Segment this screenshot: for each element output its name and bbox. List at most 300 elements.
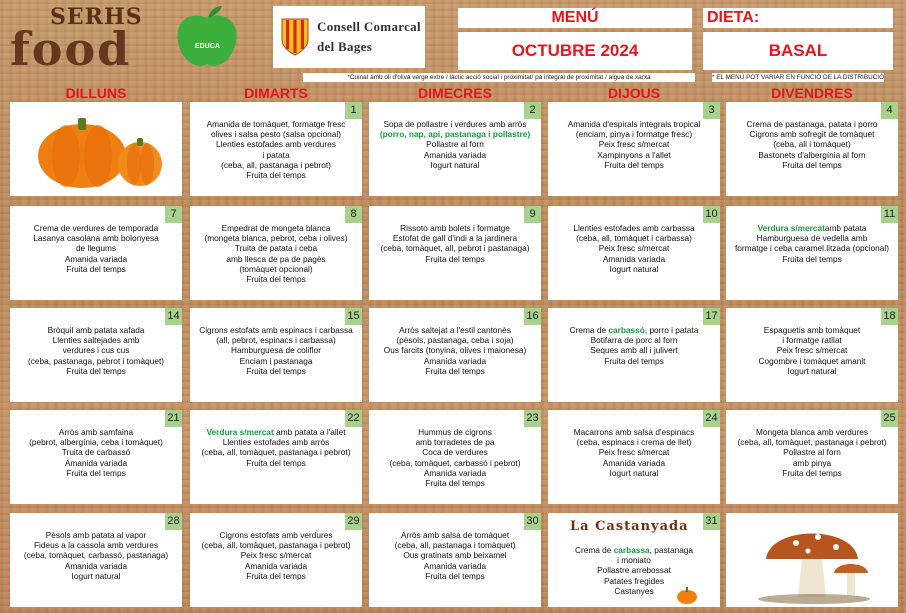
menu-line-text: Lasanya casolana amb bolonyesa bbox=[33, 233, 159, 244]
day-number: 25 bbox=[881, 410, 898, 427]
menu-line-text: (ceba, all, pastanaga i tomàquet) bbox=[394, 540, 516, 551]
day-cell bbox=[190, 513, 362, 607]
menu-line bbox=[192, 160, 360, 170]
menu-line-text: (ceba, all, tomàquet, pastanaga i pebrot) bbox=[201, 540, 351, 551]
menu-line bbox=[728, 325, 896, 335]
menu-line bbox=[371, 356, 539, 366]
menu-line-text: Iogurt natural bbox=[609, 263, 659, 274]
menu-line-text: Amanida variada bbox=[423, 149, 487, 160]
menu-line bbox=[728, 468, 896, 478]
menu-line-text: Amanida variada bbox=[64, 457, 128, 468]
menu-line-text: Fruita del temps bbox=[425, 570, 485, 581]
day-cell bbox=[10, 206, 182, 300]
day-number: 14 bbox=[165, 308, 182, 325]
menu-line-text: Iogurt natural bbox=[71, 570, 121, 581]
menu-line-text: Fruita del temps bbox=[604, 159, 664, 170]
menu-line-text: Amanida de tomàquet, formatge fresc bbox=[206, 119, 346, 129]
menu-line bbox=[192, 223, 360, 233]
castanyada-title: La Castanyada bbox=[570, 519, 689, 534]
menu-line-text: Amanida variada bbox=[602, 253, 666, 264]
menu-line-text: (ceba, all, tomàquet, pastanaga i pebrot) bbox=[737, 437, 887, 448]
day-number: 17 bbox=[703, 308, 720, 325]
menu-line-text: Ous farcits (tonyina, olives i maionesa) bbox=[383, 345, 527, 356]
menu-line bbox=[371, 458, 539, 468]
menu-line bbox=[550, 555, 718, 565]
menu-line-text: Truita de carbassó bbox=[61, 447, 131, 458]
distribution-note: * EL MENÚ POT VARIAR EN FUNCIÓ DE LA DISTRIBUCIÓ bbox=[712, 74, 884, 81]
menu-line-text: Hamburguesa de vedella amb bbox=[756, 233, 868, 244]
menu-line-text: Hamburguesa de coliflor bbox=[231, 345, 321, 356]
educa-label: EDUCA bbox=[195, 43, 220, 50]
menu-line bbox=[728, 254, 896, 264]
menu-line-text: (ceba, all, pastanaga i pebrot) bbox=[221, 159, 331, 170]
menu-line-text: , pastanaga bbox=[649, 545, 694, 555]
diet-value: BASAL bbox=[703, 32, 893, 70]
menu-line-text: Enciam i pastanaga bbox=[239, 355, 313, 366]
menu-line bbox=[550, 458, 718, 468]
menu-line-text: Arròs amb samfaina bbox=[58, 427, 134, 437]
day-number: 9 bbox=[524, 206, 541, 223]
menu-text bbox=[550, 427, 718, 478]
day-number: 28 bbox=[165, 513, 182, 530]
menu-line bbox=[728, 233, 896, 243]
menu-line-text: Hummus de cigrons bbox=[418, 427, 492, 437]
menu-line bbox=[192, 335, 360, 345]
menu-line bbox=[371, 254, 539, 264]
menu-line-text: Amanida variada bbox=[602, 457, 666, 468]
menu-line-text: Ous gratinats amb beixamel bbox=[403, 550, 507, 561]
menu-line-text: amb patata bbox=[824, 223, 867, 233]
pumpkin-illustration-icon bbox=[10, 102, 182, 196]
menu-line-text: (ceba, pastanaga, pebrot i tomàquet) bbox=[27, 355, 165, 366]
menu-line-text: verdures i cus cus bbox=[62, 345, 130, 356]
menu-line bbox=[12, 540, 180, 550]
menu-line bbox=[12, 356, 180, 366]
day-cell bbox=[369, 102, 541, 196]
menu-line bbox=[371, 530, 539, 540]
menu-line bbox=[12, 458, 180, 468]
menu-line-text: (enciam, pinya i formatge fresc) bbox=[575, 129, 693, 140]
menu-line-text: Fideus a la cassola amb verdures bbox=[33, 540, 159, 551]
menu-line bbox=[371, 150, 539, 160]
menu-line bbox=[728, 437, 896, 447]
menu-text bbox=[192, 325, 360, 376]
day-number: 7 bbox=[165, 206, 182, 223]
food-text: food bbox=[10, 22, 132, 76]
menu-line-text: Empedrat de mongeta blanca bbox=[221, 223, 331, 233]
menu-line-text: Peix fresc s/mercat bbox=[598, 243, 670, 254]
menu-line bbox=[192, 325, 360, 335]
menu-line bbox=[192, 129, 360, 139]
menu-line-text: (ceba, all i tomàquet) bbox=[773, 139, 851, 150]
menu-line bbox=[371, 550, 539, 560]
menu-line bbox=[12, 254, 180, 264]
day-cell bbox=[10, 308, 182, 402]
menu-line bbox=[192, 437, 360, 447]
menu-line bbox=[371, 345, 539, 355]
menu-line bbox=[728, 458, 896, 468]
menu-line bbox=[192, 119, 360, 129]
menu-line-text: Peix fresc s/mercat bbox=[598, 139, 670, 150]
menu-line-text: Llenties estofades amb carbassa bbox=[573, 223, 695, 233]
menu-line-text: Cigrons estofats amb espinacs i carbassa bbox=[199, 325, 353, 335]
day-number: 2 bbox=[524, 102, 541, 119]
menu-line-text: Amanida variada bbox=[423, 467, 487, 478]
menu-line bbox=[192, 264, 360, 274]
menu-line-text: Iogurt natural bbox=[430, 159, 480, 170]
day-number: 15 bbox=[345, 308, 362, 325]
menu-line bbox=[550, 335, 718, 345]
menu-line-text: (tomàquet opcional) bbox=[239, 263, 313, 274]
menu-line bbox=[192, 530, 360, 540]
menu-line bbox=[192, 243, 360, 253]
month-title: OCTUBRE 2024 bbox=[458, 32, 692, 70]
menu-line bbox=[550, 129, 718, 139]
menu-line-text: Fruita del temps bbox=[66, 263, 126, 274]
menu-line bbox=[371, 325, 539, 335]
menu-line bbox=[371, 561, 539, 571]
menu-line-text: Xampinyons a l'allet bbox=[597, 149, 671, 160]
menu-line bbox=[192, 447, 360, 457]
menu-line-text: Crema de verdures de temporada bbox=[33, 223, 159, 233]
menu-line-text: i moniato bbox=[617, 555, 651, 566]
menu-line bbox=[550, 325, 718, 335]
day-cell bbox=[369, 513, 541, 607]
menu-line bbox=[728, 335, 896, 345]
menu-line bbox=[728, 119, 896, 129]
day-cell bbox=[190, 308, 362, 402]
day-number: 10 bbox=[703, 206, 720, 223]
menu-line-text: Fruita del temps bbox=[66, 365, 126, 376]
day-number: 31 bbox=[703, 513, 720, 530]
menu-text bbox=[550, 545, 718, 596]
menu-line bbox=[192, 170, 360, 180]
highlighted-ingredient: Verdura s/mercat bbox=[757, 223, 825, 233]
menu-line-text: Fruita del temps bbox=[246, 365, 306, 376]
menu-line-text: (all, pebrot, espinacs i carbassa) bbox=[216, 335, 336, 346]
menu-line-text: Amanida variada bbox=[423, 355, 487, 366]
menu-line-text: Fruita del temps bbox=[782, 159, 842, 170]
day-number: 11 bbox=[881, 206, 898, 223]
menu-line bbox=[550, 447, 718, 457]
day-number: 29 bbox=[345, 513, 362, 530]
menu-line-text: Peix fresc s/mercat bbox=[240, 550, 312, 561]
highlighted-ingredient: carbassó bbox=[608, 325, 645, 335]
menu-line-text: Pollastre al forn bbox=[783, 447, 841, 458]
day-header-monday: DILLUNS bbox=[65, 85, 127, 101]
menu-line-text: Iogurt natural bbox=[787, 365, 837, 376]
menu-line bbox=[12, 427, 180, 437]
menu-text bbox=[192, 119, 360, 180]
menu-line-text: Arròs amb salsa de tomàquet bbox=[400, 530, 510, 540]
menu-line bbox=[192, 274, 360, 284]
day-cell bbox=[190, 206, 362, 300]
menu-line-text: Fruita del temps bbox=[604, 355, 664, 366]
menu-line-text: de llegums bbox=[75, 243, 117, 254]
day-cell bbox=[726, 308, 898, 402]
highlighted-ingredient: carbassa bbox=[613, 545, 650, 555]
day-header-wednesday: DIMECRES bbox=[418, 85, 492, 101]
menu-line-text: Fruita del temps bbox=[246, 457, 306, 468]
menu-line bbox=[371, 427, 539, 437]
menu-line bbox=[550, 139, 718, 149]
highlighted-ingredient: Verdura s/mercat bbox=[206, 427, 274, 437]
menu-label: MENÚ bbox=[458, 8, 692, 28]
day-number: 16 bbox=[524, 308, 541, 325]
menu-line-text: Espaguetis amb tomàquet bbox=[763, 325, 861, 335]
menu-line bbox=[550, 437, 718, 447]
menu-line-text: Amanida variada bbox=[244, 560, 308, 571]
menu-line-text: Llenties estofades amb arròs bbox=[222, 437, 330, 448]
serhs-text: SERHS bbox=[50, 4, 143, 30]
menu-text bbox=[12, 530, 180, 581]
menu-line-text: , porro i patata bbox=[644, 325, 699, 335]
menu-line bbox=[192, 139, 360, 149]
menu-line bbox=[192, 356, 360, 366]
menu-line bbox=[371, 478, 539, 488]
menu-line bbox=[728, 345, 896, 355]
menu-line-text: Patates fregides bbox=[604, 575, 664, 586]
menu-line-text: Fruita del temps bbox=[782, 253, 842, 264]
menu-line bbox=[12, 233, 180, 243]
menu-line bbox=[550, 264, 718, 274]
menu-line-text: Cogombre i tomàquet amanit bbox=[758, 355, 866, 366]
menu-line-text: i formatge ratllat bbox=[782, 335, 842, 346]
menu-line-text: (ceba, espinacs i crema de llet) bbox=[576, 437, 692, 448]
menu-line-text: Fruita del temps bbox=[246, 170, 306, 181]
day-number: 21 bbox=[165, 410, 182, 427]
menu-line-text: i patata bbox=[262, 149, 290, 160]
menu-line-text: Estofat de gall d'indi a la jardinera bbox=[392, 233, 518, 244]
menu-line-text: Peix fresc s/mercat bbox=[776, 345, 848, 356]
menu-line-text: Pollastre arrebossat bbox=[597, 565, 671, 576]
day-cell bbox=[10, 102, 182, 196]
day-cell bbox=[369, 410, 541, 504]
day-number: 24 bbox=[703, 410, 720, 427]
menu-line-text: Fruita del temps bbox=[425, 253, 485, 264]
menu-line bbox=[192, 427, 360, 437]
menu-line bbox=[728, 447, 896, 457]
day-number: 18 bbox=[881, 308, 898, 325]
menu-line-text: Macarrons amb salsa d'espinacs bbox=[573, 427, 695, 437]
day-cell bbox=[369, 308, 541, 402]
day-cell bbox=[190, 102, 362, 196]
menu-line bbox=[192, 550, 360, 560]
menu-line bbox=[550, 150, 718, 160]
menu-line bbox=[12, 335, 180, 345]
menu-text bbox=[371, 325, 539, 376]
menu-line-text: amb patata a l'allet bbox=[273, 427, 346, 437]
menu-line-text: Amanida d'espirals integrals tropical bbox=[567, 119, 701, 129]
menu-line bbox=[192, 540, 360, 550]
menu-line bbox=[728, 243, 896, 253]
day-number: 8 bbox=[345, 206, 362, 223]
menu-line-text: Cigrons amb sofregit de tomàquet bbox=[749, 129, 875, 140]
menu-line bbox=[12, 264, 180, 274]
menu-line-text: Seques amb all i julivert bbox=[590, 345, 678, 356]
day-cell bbox=[726, 513, 898, 607]
menu-line bbox=[371, 119, 539, 129]
menu-line bbox=[12, 530, 180, 540]
menu-line bbox=[371, 540, 539, 550]
menu-line-text: Arròs saltejat a l'estil cantonès bbox=[399, 325, 511, 335]
menu-line-text: Pollastre al forn bbox=[426, 139, 484, 150]
menu-line bbox=[12, 468, 180, 478]
highlighted-ingredient: (porro, nap, api, pastanaga i pollastre) bbox=[379, 129, 531, 140]
menu-line bbox=[12, 571, 180, 581]
menu-line bbox=[550, 119, 718, 129]
menu-line bbox=[192, 233, 360, 243]
menu-line-text: Fruita del temps bbox=[246, 274, 306, 285]
menu-line-text: Amanida variada bbox=[64, 560, 128, 571]
consell-line-2: del Bages bbox=[317, 39, 373, 54]
menu-line bbox=[728, 150, 896, 160]
menu-line bbox=[550, 345, 718, 355]
mushroom-illustration-icon bbox=[726, 513, 898, 607]
menu-line bbox=[728, 160, 896, 170]
cooking-note: *Cuinat amb oli d'oliva verge extre / làctic acció social i proximitat/ pa integral de proximitat / aigua de xarxa bbox=[303, 73, 695, 82]
menu-line bbox=[12, 550, 180, 560]
menu-line bbox=[371, 437, 539, 447]
menu-line bbox=[371, 243, 539, 253]
menu-line bbox=[728, 427, 896, 437]
menu-line bbox=[371, 366, 539, 376]
menu-line-text: Crema de bbox=[569, 325, 609, 335]
menu-line bbox=[12, 447, 180, 457]
menu-text bbox=[12, 427, 180, 478]
menu-line-text: Fruita del temps bbox=[425, 478, 485, 489]
menu-line bbox=[192, 571, 360, 581]
consell-comarcal-logo bbox=[273, 6, 425, 68]
menu-line bbox=[192, 150, 360, 160]
menu-line-text: Fruita del temps bbox=[425, 365, 485, 376]
menu-line bbox=[192, 345, 360, 355]
menu-text bbox=[550, 223, 718, 274]
menu-line-text: Llenties estofades amb verdures bbox=[216, 139, 336, 150]
menu-text bbox=[728, 223, 896, 264]
day-cell bbox=[726, 410, 898, 504]
menu-line-text: (ceba, all, tomàquet, pastanaga i pebrot) bbox=[201, 447, 351, 458]
menu-line bbox=[371, 129, 539, 139]
menu-text bbox=[371, 427, 539, 488]
menu-line-text: Crema de pastanaga, patata i porro bbox=[746, 119, 878, 129]
menu-line bbox=[371, 468, 539, 478]
menu-line-text: Crema de bbox=[574, 545, 614, 555]
menu-text bbox=[192, 427, 360, 468]
menu-line-text: (ceba, tomàquet, carbassó, pastanaga) bbox=[23, 550, 169, 561]
menu-text bbox=[12, 223, 180, 274]
menu-line bbox=[12, 345, 180, 355]
menu-line-text: Pèsols amb patata al vapor bbox=[45, 530, 147, 540]
menu-line-text: Mongeta blanca amb verdures bbox=[755, 427, 869, 437]
day-cell bbox=[726, 102, 898, 196]
menu-line-text: (ceba, tomàquet, all, pebrot i pastanaga) bbox=[380, 243, 530, 254]
day-number: 30 bbox=[524, 513, 541, 530]
menu-line bbox=[12, 325, 180, 335]
day-cell bbox=[369, 206, 541, 300]
menu-line bbox=[550, 243, 718, 253]
menu-line-text: amb torradetes de pa bbox=[415, 437, 495, 448]
menu-line-text: Bastonets d'albergínia al forn bbox=[758, 149, 866, 160]
menu-line-text: Coca de verdures bbox=[422, 447, 488, 458]
menu-text bbox=[728, 427, 896, 478]
menu-line bbox=[550, 160, 718, 170]
menu-line-text: Iogurt natural bbox=[609, 467, 659, 478]
menu-line-text: amb pinya bbox=[792, 457, 832, 468]
menu-line bbox=[728, 366, 896, 376]
menu-line bbox=[371, 571, 539, 581]
day-number: 23 bbox=[524, 410, 541, 427]
day-cell bbox=[548, 308, 720, 402]
day-cell bbox=[548, 410, 720, 504]
menu-line bbox=[550, 356, 718, 366]
day-cell bbox=[10, 410, 182, 504]
menu-line bbox=[728, 139, 896, 149]
menu-text bbox=[192, 530, 360, 581]
menu-text bbox=[371, 530, 539, 581]
menu-line-text: Peix fresc s/mercat bbox=[598, 447, 670, 458]
menu-line-text: Llenties saltejades amb bbox=[52, 335, 140, 346]
menu-text bbox=[728, 325, 896, 376]
menu-line-text: (pèsols, pastanaga, ceba i soja) bbox=[396, 335, 514, 346]
menu-line-text: (ceba, all, tomàquet i carbassa) bbox=[576, 233, 692, 244]
menu-line-text: Fruita del temps bbox=[782, 467, 842, 478]
menu-line-text: Castanyes bbox=[614, 585, 654, 596]
menu-line bbox=[371, 160, 539, 170]
menu-line bbox=[371, 233, 539, 243]
day-cell bbox=[548, 206, 720, 300]
menu-line bbox=[192, 254, 360, 264]
menu-line bbox=[550, 545, 718, 555]
menu-line-text: Amanida variada bbox=[423, 560, 487, 571]
menu-line-text: Bròquil amb patata xafada bbox=[47, 325, 145, 335]
menu-line bbox=[550, 586, 718, 596]
menu-line bbox=[12, 437, 180, 447]
serhs-food-logo bbox=[10, 4, 162, 76]
day-cell bbox=[726, 206, 898, 300]
menu-line bbox=[12, 561, 180, 571]
day-header-tuesday: DIMARTS bbox=[244, 85, 308, 101]
menu-line-text: amb llesca de pa de pagès bbox=[226, 253, 326, 264]
menu-line bbox=[550, 565, 718, 575]
menu-line-text: (ceba, tomàquet, carbassó i pebrot) bbox=[389, 457, 521, 468]
menu-line-text: Fruita del temps bbox=[246, 570, 306, 581]
menu-text bbox=[371, 119, 539, 170]
shield-icon bbox=[281, 18, 309, 56]
menu-text bbox=[192, 223, 360, 284]
menu-text bbox=[371, 223, 539, 264]
menu-line bbox=[371, 335, 539, 345]
menu-line-text: (mongeta blanca, pebrot, ceba i olives) bbox=[204, 233, 348, 244]
menu-line bbox=[12, 223, 180, 233]
day-cell bbox=[548, 102, 720, 196]
menu-line bbox=[550, 254, 718, 264]
day-cell bbox=[190, 410, 362, 504]
menu-line bbox=[550, 223, 718, 233]
menu-line-text: Amanida variada bbox=[64, 253, 128, 264]
menu-line bbox=[12, 366, 180, 376]
menu-line bbox=[550, 427, 718, 437]
menu-line bbox=[550, 576, 718, 586]
menu-text bbox=[728, 119, 896, 170]
day-number: 3 bbox=[703, 102, 720, 119]
menu-line bbox=[12, 243, 180, 253]
menu-line bbox=[728, 129, 896, 139]
menu-line-text: Truita de patata i ceba bbox=[234, 243, 318, 254]
menu-line bbox=[192, 561, 360, 571]
menu-line-text: olives i salsa pesto (salsa opcional) bbox=[210, 129, 342, 140]
menu-line bbox=[728, 223, 896, 233]
